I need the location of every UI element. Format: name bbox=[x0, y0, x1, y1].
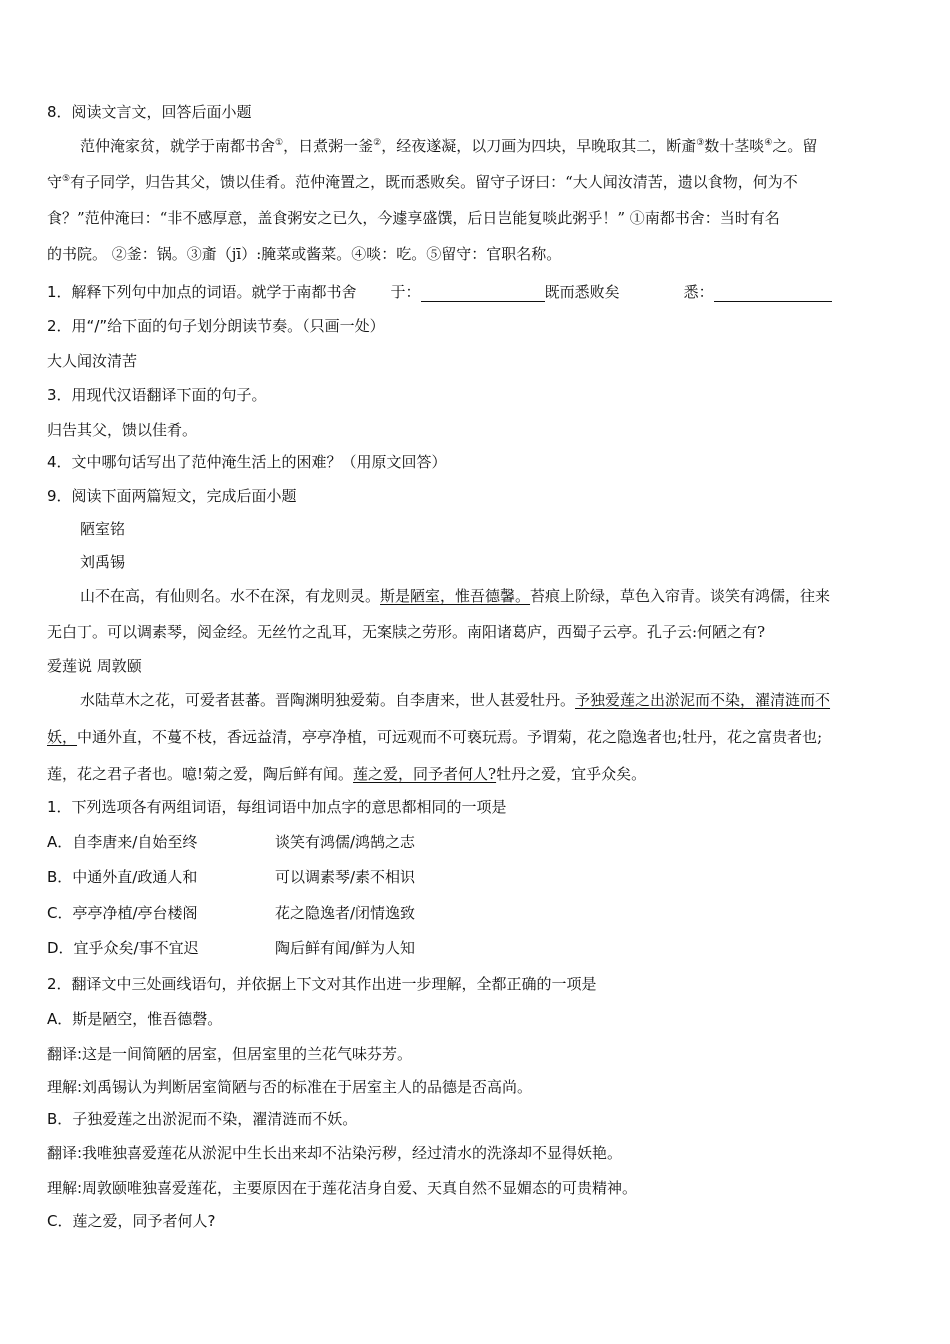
underlined-sentence-2-end: 妖， bbox=[47, 728, 78, 746]
essay-line-2: 妖，中通外直，不蔓不枝，香远益清，亭亭净植，可远观而不可亵玩焉。予谓菊，花之隐逸者也;牡丹，花之富贵者也; bbox=[47, 728, 823, 746]
q8-title: 8．阅读文言文，回答后面小题 bbox=[47, 103, 252, 121]
option-2a-understanding: 理解:刘禹锡认为判断居室简陋与否的标准在于居室主人的品德是否高尚。 bbox=[47, 1078, 533, 1096]
option-2b[interactable]: B．子独爱莲之出淤泥而不染，濯清涟而不妖。 bbox=[47, 1110, 358, 1128]
poem-author: 刘禹锡 bbox=[80, 553, 126, 571]
footnote-mark-5: ⑤ bbox=[62, 174, 71, 184]
option-d[interactable]: D．宜乎众矣/事不宜迟 陶后鲜有闻/鲜为人知 bbox=[47, 939, 416, 957]
option-b[interactable]: B．中通外直/政通人和 可以调素琴/素不相识 bbox=[47, 868, 416, 886]
q9-sub2: 2．翻译文中三处画线语句，并依据上下文对其作出进一步理解，全都正确的一项是 bbox=[47, 975, 597, 993]
q8-passage-line-1: 范仲淹家贫，就学于南都书舍①，日煮粥一釜②，经夜遂凝，以刀画为四块，早晚取其二，断齑③数十茎啖④之。留 bbox=[80, 137, 818, 155]
q8-sub3-sentence: 归告其父，馈以佳肴。 bbox=[47, 421, 198, 439]
q9-title: 9．阅读下面两篇短文，完成后面小题 bbox=[47, 487, 297, 505]
option-c[interactable]: C．亭亭净植/亭台楼阁 花之隐逸者/闭情逸致 bbox=[47, 904, 416, 922]
poem-line-2: 无白丁。可以调素琴，阅金经。无丝竹之乱耳，无案牍之劳形。南阳诸葛庐，西蜀子云亭。孔子云:何陋之有? bbox=[47, 623, 766, 641]
option-2a-translation: 翻译:这是一间简陋的居室，但居室里的兰花气味芬芳。 bbox=[47, 1045, 413, 1063]
q9-sub1: 1．下列选项各有两组词语，每组词语中加点字的意思都相同的一项是 bbox=[47, 798, 507, 816]
option-a[interactable]: A．自李唐来/自始至终 谈笑有鸿儒/鸿鹄之志 bbox=[47, 833, 416, 851]
poem-title: 陋室铭 bbox=[80, 520, 126, 538]
underlined-sentence-1: 斯是陋室，惟吾德馨。 bbox=[380, 587, 531, 605]
q8-passage-line-2: 守⑤有子同学，归告其父，馈以佳肴。范仲淹置之，既而悉败矣。留守子讶曰：“大人闻汝清苦，遗以食物，何为不 bbox=[47, 173, 798, 191]
option-2b-understanding: 理解:周敦颐唯独喜爱莲花，主要原因在于莲花洁身自爱、天真自然不显媚态的可贵精神。 bbox=[47, 1179, 638, 1197]
poem-line-1: 山不在高，有仙则名。水不在深，有龙则灵。斯是陋室，惟吾德馨。苔痕上阶绿，草色入帘青。谈笑有鸿儒，往来 bbox=[80, 587, 831, 605]
answer-blank-1[interactable] bbox=[421, 285, 545, 302]
q8-sub4: 4．文中哪句话写出了范仲淹生活上的困难？（用原文回答） bbox=[47, 453, 447, 471]
essay-title: 爱莲说 周敦颐 bbox=[47, 657, 142, 675]
q8-passage-line-4: 的书院。 ②釜：锅。③齑（jī）:腌菜或酱菜。④啖：吃。⑤留守：官职名称。 bbox=[47, 245, 562, 263]
underlined-sentence-3: 莲之爱，同予者何人? bbox=[353, 765, 497, 783]
option-2a[interactable]: A．斯是陋空，惟吾德磬。 bbox=[47, 1010, 223, 1028]
answer-blank-2[interactable] bbox=[714, 285, 832, 302]
q8-sub2-sentence: 大人闻汝清苦 bbox=[47, 352, 138, 370]
option-2b-translation: 翻译:我唯独喜爱莲花从淤泥中生长出来却不沾染污秽，经过清水的洗涤却不显得妖艳。 bbox=[47, 1144, 623, 1162]
option-2c[interactable]: C．莲之爱，同予者何人? bbox=[47, 1212, 216, 1230]
essay-line-1: 水陆草木之花，可爱者甚蕃。晋陶渊明独爱菊。自李唐来，世人甚爱牡丹。予独爱莲之出淤泥而不染，濯清涟而不 bbox=[80, 691, 831, 709]
q8-sub1: 1．解释下列句中加点的词语。就学于南都书舍 于： 既而悉败矣 悉： bbox=[47, 282, 910, 302]
essay-line-3: 莲，花之君子者也。噫!菊之爱，陶后鲜有闻。莲之爱，同予者何人?牡丹之爱，宜乎众矣。 bbox=[47, 765, 647, 783]
underlined-sentence-2: 予独爱莲之出淤泥而不染，濯清涟而不 bbox=[575, 691, 831, 709]
footnote-mark-2: ② bbox=[373, 138, 382, 148]
footnote-mark-3: ③ bbox=[696, 138, 705, 148]
q8-sub2: 2．用“/”给下面的句子划分朗读节奏。（只画一处） bbox=[47, 317, 385, 335]
footnote-mark-1: ① bbox=[275, 138, 284, 148]
footnote-mark-4: ④ bbox=[764, 138, 773, 148]
q8-passage-line-3: 食？”范仲淹曰：“非不感厚意，盖食粥安之已久，今遽享盛馔，后日岂能复啖此粥乎！” ①南都书舍：当时有名 bbox=[47, 209, 780, 227]
q8-sub3: 3．用现代汉语翻译下面的句子。 bbox=[47, 386, 267, 404]
